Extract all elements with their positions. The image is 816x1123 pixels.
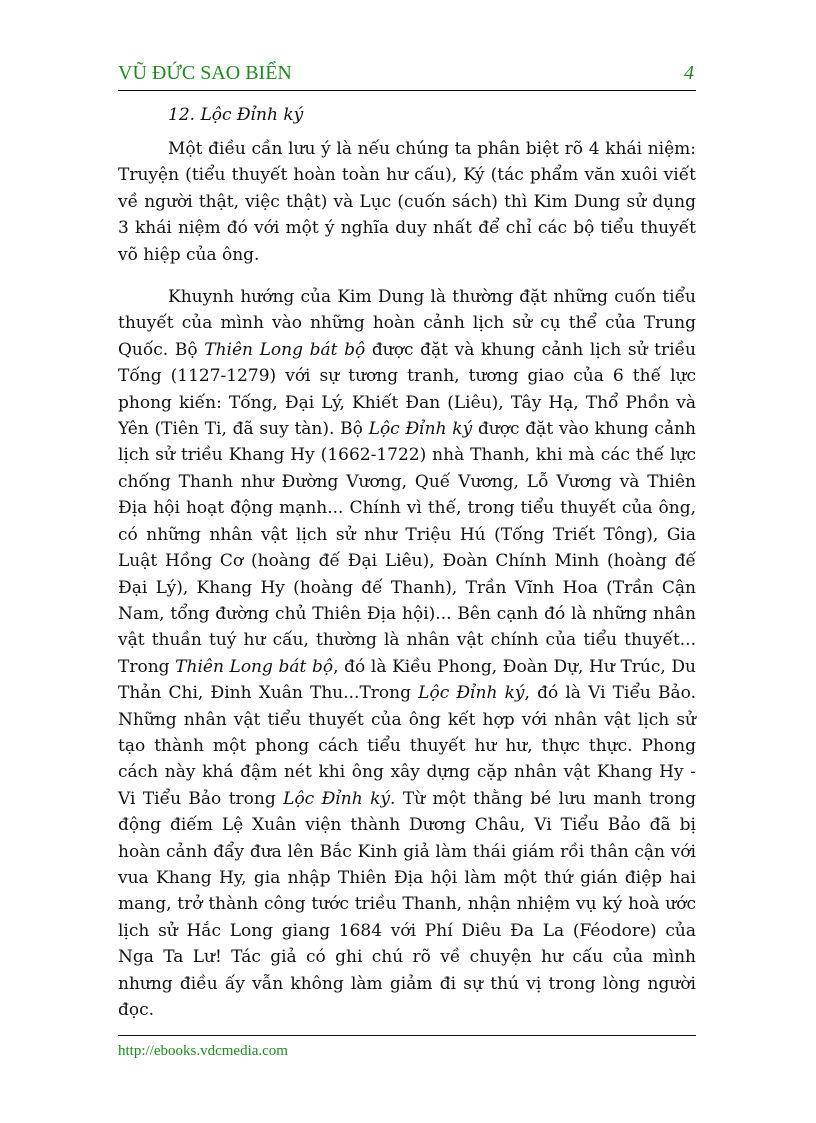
book-title-ref: Lộc Đỉnh ký [283,788,390,809]
page-body [118,100,696,1039]
book-title-ref: Lộc Đỉnh ký [418,683,525,704]
section-heading: 12. Lộc Đỉnh ký [168,105,304,125]
page-header [118,60,696,91]
text-run: được đặt và khung cảnh lịch sử triều Tống (1127-1279) với sự tương tranh, tương giao của 6 thế lực phong kiến: Tống, Đại Lý, Khiết Đan (Liêu), Tây Hạ, Thổ Phồn và Yên (Tiên Ti, đã suy tàn). Bộ [118,339,696,440]
book-title-ref: Thiên Long bát bộ [175,656,334,677]
book-title-ref: Lộc Đỉnh ký [368,419,473,440]
paragraph-2 [118,284,696,1023]
footer-link[interactable]: http://ebooks.vdcmedia.com [118,1043,288,1059]
book-title-ref: Thiên Long bát bộ [204,339,366,360]
book-title: VŨ ĐỨC SAO BIỂN [118,62,292,84]
page-number: 4 [684,62,694,84]
text-run: , đó là Vi Tiểu Bảo. Những nhân vật tiểu thuyết của ông kết hợp với nhân vật lịch sử tạo thành một phong cách tiểu thuyết hư hư, thực thực. Phong cách này khá đậm nét khi ông xây dựng cặp nhân vật Khang Hy - Vi Tiểu Bảo trong [118,683,696,809]
text-run: , đó là Kiều Phong, Đoàn Dự, Hư Trúc, Du Thản Chi, Đinh Xuân Thu...Trong [118,656,697,704]
text-run: . Từ một thằng bé lưu manh trong động điếm Lệ Xuân viện thành Dương Châu, Vi Tiểu Bảo đã bị hoàn cảnh đẩy đưa lên Bắc Kinh giả làm thái giám rồi thân cận với vua Khang Hy, gia nhập Thiên Địa hội làm một thứ gián điệp hai mang, trở thành công tước triều Thanh, nhận nhiệm vụ ký hoà ước lịch sử Hắc Long giang 1684 với Phí Diêu Đa La (Féodore) của Nga Ta Lư! Tác giả có ghi chú rõ về chuyện hư cấu của mình nhưng điều ấy vẫn không làm giảm đi sự thú vị trong lòng người đọc. [118,788,696,1020]
text-run: được đặt vào khung cảnh lịch sử triều Khang Hy (1662-1722) nhà Thanh, khi mà các thế lực chống Thanh như Đường Vương, Quế Vương, Lỗ Vương và Thiên Địa hội hoạt động mạnh... Chính vì thế, trong tiểu thuyết của ông, có những nhân vật lịch sử như Triệu Hú (Tống Triết Tông), Gia Luật Hồng Cơ (hoàng đế Đại Liêu), Đoàn Chính Minh (hoàng đế Đại Lý), Khang Hy (hoàng đế Thanh), Trần Vĩnh Hoa (Trần Cận Nam, tổng đường chủ Thiên Địa hội)... Bên cạnh đó là những nhân vật thuần tuý hư cấu, thường là nhân vật chính của tiểu thuyết... Trong [118,419,696,677]
text-run: Khuynh hướng của Kim Dung là thường đặt những cuốn tiểu thuyết của mình vào những hoàn cảnh lịch sử cụ thể của Trung Quốc. Bộ [118,287,696,360]
text-run: Một điều cần lưu ý là nếu chúng ta phân biệt rõ 4 khái niệm: Truyện (tiểu thuyết hoàn toàn hư cấu), Ký (tác phẩm văn xuôi viết về người thật, việc thật) và Lục (cuốn sách) thì Kim Dung sử dụng 3 khái niệm đó với một ý nghĩa duy nhất để chỉ các bộ tiểu thuyết võ hiệp của ông. [118,139,696,265]
footer-divider [118,1035,696,1036]
paragraph-1 [118,136,696,268]
